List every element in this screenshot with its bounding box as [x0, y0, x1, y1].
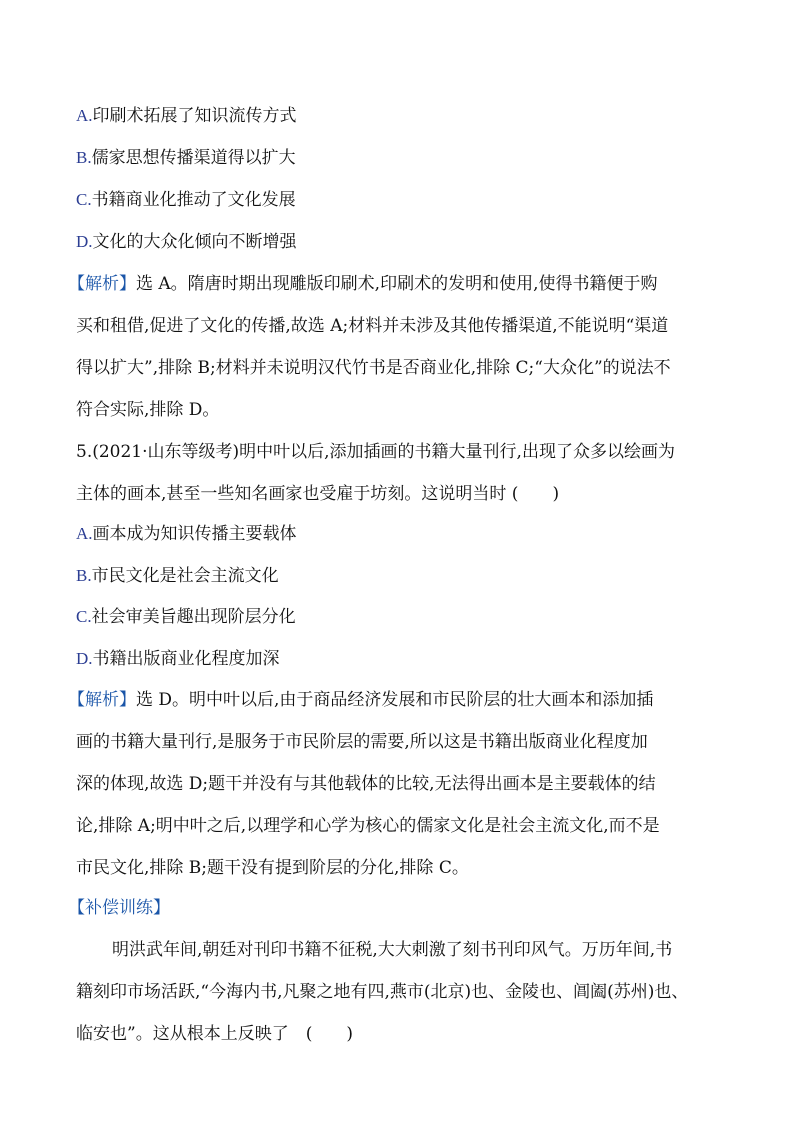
option-letter: D.	[76, 232, 93, 251]
option-text: 画本成为知识传播主要载体	[92, 524, 297, 544]
q4-analysis-line-1	[68, 274, 658, 294]
q5-stem-line-2: 主体的画本,甚至一些知名画家也受雇于坊刻。这说明当时 ( )	[76, 484, 560, 504]
option-letter: A.	[76, 106, 93, 125]
option-text: 印刷术拓展了知识流传方式	[92, 106, 297, 126]
q4-option-b	[76, 148, 296, 168]
option-text: 儒家思想传播渠道得以扩大	[91, 148, 296, 168]
option-text: 文化的大众化倾向不断增强	[92, 232, 297, 252]
analysis-tag: 【解析】	[68, 690, 136, 710]
q5-analysis-line-1	[68, 690, 654, 710]
option-letter: D.	[76, 649, 93, 668]
q4-analysis-line-2: 买和租借,促进了文化的传播,故选 A;材料并未涉及其他传播渠道,不能说明“渠道	[76, 316, 669, 336]
analysis-text: 选 A。隋唐时期出现雕版印刷术,印刷术的发明和使用,使得书籍便于购	[136, 274, 658, 294]
q5-analysis-line-5: 市民文化,排除 B;题干没有提到阶层的分化,排除 C。	[76, 858, 469, 878]
q4-option-d	[76, 232, 297, 252]
option-letter: A.	[76, 524, 93, 543]
supplement-line-3: 临安也”。这从根本上反映了 ( )	[76, 1024, 353, 1044]
q4-analysis-line-3: 得以扩大”,排除 B;材料并未说明汉代竹书是否商业化,排除 C;“大众化”的说法不	[76, 358, 671, 378]
option-letter: B.	[76, 148, 92, 167]
q5-analysis-line-3: 深的体现,故选 D;题干并没有与其他载体的比较,无法得出画本是主要载体的结	[76, 774, 656, 794]
supplement-line-1: 明洪武年间,朝廷对刊印书籍不征税,大大刺激了刻书刊印风气。万历年间,书	[112, 940, 673, 960]
option-text: 社会审美旨趣出现阶层分化	[91, 607, 296, 627]
q5-option-d	[76, 649, 280, 669]
q4-option-a	[76, 106, 297, 126]
supplement-line-2: 籍刻印市场活跃,“今海内书,凡聚之地有四,燕市(北京)也、金陵也、阊阖(苏州)也、	[76, 982, 689, 1002]
option-text: 书籍出版商业化程度加深	[92, 649, 280, 669]
q5-option-c	[76, 607, 296, 627]
q4-analysis-line-4: 符合实际,排除 D。	[76, 400, 220, 420]
q5-stem-line-1: 5.(2021·山东等级考)明中叶以后,添加插画的书籍大量刊行,出现了众多以绘画为	[76, 442, 675, 462]
supplement-tag: 【补偿训练】	[68, 898, 170, 918]
q5-analysis-line-4: 论,排除 A;明中叶之后,以理学和心学为核心的儒家文化是社会主流文化,而不是	[76, 816, 660, 836]
q5-option-a	[76, 524, 297, 544]
option-letter: C.	[76, 190, 92, 209]
analysis-text: 选 D。明中叶以后,由于商品经济发展和市民阶层的壮大画本和添加插	[136, 690, 654, 710]
q5-option-b	[76, 566, 279, 586]
option-text: 市民文化是社会主流文化	[91, 566, 279, 586]
analysis-tag: 【解析】	[68, 274, 136, 294]
option-letter: B.	[76, 566, 92, 585]
q4-option-c	[76, 190, 296, 210]
q5-analysis-line-2: 画的书籍大量刊行,是服务于市民阶层的需要,所以这是书籍出版商业化程度加	[76, 732, 648, 752]
option-letter: C.	[76, 607, 92, 626]
option-text: 书籍商业化推动了文化发展	[91, 190, 296, 210]
